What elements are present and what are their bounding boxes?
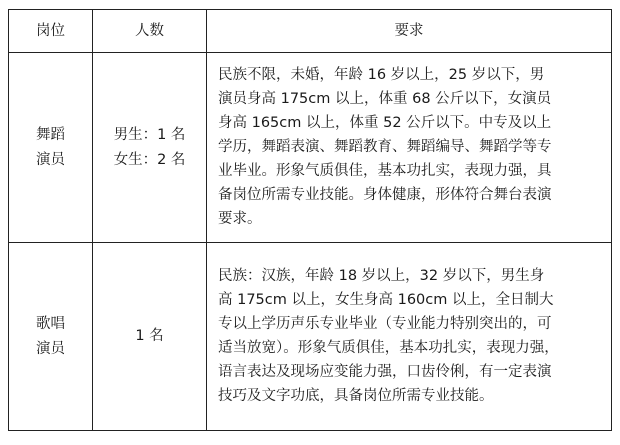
requirement-line: 业毕业。形象气质俱佳，基本功扎实，表现力强，具 <box>218 162 552 179</box>
requirement-line: 要求。 <box>218 210 262 227</box>
count-line: 男生：1 名 <box>113 126 186 143</box>
count-cell <box>93 53 207 243</box>
requirement-line: 专以上学历声乐专业毕业（专业能力特别突出的，可 <box>218 315 552 332</box>
count-line: 女生：2 名 <box>113 151 186 168</box>
table-row-singer <box>9 243 612 431</box>
position-line: 演员 <box>36 151 65 168</box>
requirement-line: 高 175cm 以上，女生身高 160cm 以上，全日制大 <box>218 291 554 308</box>
requirement-line: 技巧及文字功底，具备岗位所需专业技能。 <box>218 387 494 404</box>
requirement-line: 学历，舞蹈表演、舞蹈教育、舞蹈编导、舞蹈学等专 <box>218 138 552 155</box>
position-line: 歌唱 <box>36 315 65 332</box>
requirement-line: 备岗位所需专业技能。身体健康，形体符合舞台表演 <box>218 186 552 203</box>
position-cell <box>9 243 93 431</box>
requirement-line: 身高 165cm 以上，体重 52 公斤以下。中专及以上 <box>218 114 552 131</box>
table-row-dancer <box>9 53 612 243</box>
count-line: 1 名 <box>135 328 164 344</box>
recruitment-requirements-table <box>8 9 612 431</box>
header-count: 人数 <box>93 10 207 53</box>
requirement-line: 民族不限，未婚，年龄 16 岁以上，25 岁以下，男 <box>218 66 545 83</box>
position-cell <box>9 53 93 243</box>
requirements-cell <box>207 243 612 431</box>
requirement-line: 民族：汉族，年龄 18 岁以上，32 岁以下，男生身 <box>218 267 545 284</box>
requirements-cell <box>207 53 612 243</box>
table-header-row <box>9 10 612 53</box>
header-position: 岗位 <box>9 10 93 53</box>
count-cell <box>93 243 207 431</box>
position-line: 舞蹈 <box>36 126 65 143</box>
header-requirements: 要求 <box>207 10 612 53</box>
requirement-line: 演员身高 175cm 以上，体重 68 公斤以下，女演员 <box>218 90 552 107</box>
requirement-line: 适当放宽）。形象气质俱佳，基本功扎实，表现力强， <box>218 339 559 356</box>
requirement-line: 语言表达及现场应变能力强，口齿伶俐，有一定表演 <box>218 363 552 380</box>
position-line: 演员 <box>36 340 65 357</box>
